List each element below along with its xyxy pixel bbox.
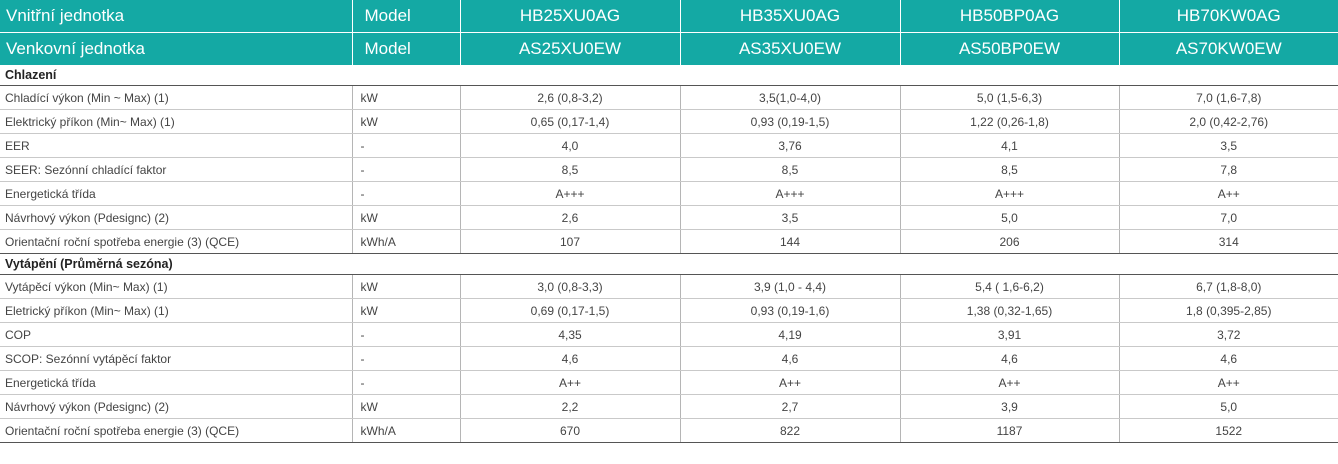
row-value: 4,6 (1119, 347, 1338, 371)
row-value: 1187 (900, 419, 1119, 443)
row-label: Vytápěcí výkon (Min~ Max) (1) (0, 275, 352, 299)
row-value: 670 (460, 419, 680, 443)
row-value: 4,19 (680, 323, 900, 347)
row-label: Elektrický příkon (Min~ Max) (1) (0, 110, 352, 134)
row-value: 822 (680, 419, 900, 443)
row-unit: kWh/A (352, 419, 460, 443)
row-value: 7,0 (1,6-7,8) (1119, 86, 1338, 110)
table-row (0, 323, 1338, 347)
row-value: 7,8 (1119, 158, 1338, 182)
model-label: Model (352, 0, 460, 33)
row-value: 1,38 (0,32-1,65) (900, 299, 1119, 323)
indoor-model-1: HB25XU0AG (460, 0, 680, 33)
row-value: 0,69 (0,17-1,5) (460, 299, 680, 323)
outdoor-unit-header-row (0, 33, 1338, 66)
row-value: 4,6 (460, 347, 680, 371)
table-row (0, 230, 1338, 254)
row-value: 3,9 (1,0 - 4,4) (680, 275, 900, 299)
row-value: 2,6 (0,8-3,2) (460, 86, 680, 110)
heating-section-header (0, 254, 1338, 275)
model-label: Model (352, 33, 460, 66)
row-value: 3,5 (680, 206, 900, 230)
row-value: A+++ (900, 182, 1119, 206)
row-label: Návrhový výkon (Pdesignc) (2) (0, 206, 352, 230)
table-row (0, 206, 1338, 230)
row-value: 4,0 (460, 134, 680, 158)
row-value: 6,7 (1,8-8,0) (1119, 275, 1338, 299)
row-unit: kW (352, 110, 460, 134)
row-value: 1522 (1119, 419, 1338, 443)
row-value: 3,91 (900, 323, 1119, 347)
row-value: 2,7 (680, 395, 900, 419)
row-value: 8,5 (680, 158, 900, 182)
row-value: 3,9 (900, 395, 1119, 419)
heating-section-title: Vytápění (Průměrná sezóna) (0, 254, 1338, 275)
indoor-model-2: HB35XU0AG (680, 0, 900, 33)
table-row (0, 299, 1338, 323)
row-unit: - (352, 347, 460, 371)
row-value: 1,8 (0,395-2,85) (1119, 299, 1338, 323)
row-label: Eletrický příkon (Min~ Max) (1) (0, 299, 352, 323)
row-value: 5,0 (900, 206, 1119, 230)
cooling-section-title: Chlazení (0, 65, 1338, 86)
row-label: Energetická třída (0, 182, 352, 206)
row-unit: kW (352, 86, 460, 110)
row-unit: kW (352, 299, 460, 323)
row-value: 0,65 (0,17-1,4) (460, 110, 680, 134)
row-value: 3,76 (680, 134, 900, 158)
outdoor-model-3: AS50BP0EW (900, 33, 1119, 66)
row-value: 206 (900, 230, 1119, 254)
row-value: A++ (680, 371, 900, 395)
row-value: 3,72 (1119, 323, 1338, 347)
row-value: A+++ (680, 182, 900, 206)
table-row (0, 419, 1338, 443)
row-label: Orientační roční spotřeba energie (3) (QCE) (0, 230, 352, 254)
row-value: A++ (900, 371, 1119, 395)
row-value: A++ (460, 371, 680, 395)
row-value: 144 (680, 230, 900, 254)
indoor-unit-header-row (0, 0, 1338, 33)
row-unit: - (352, 182, 460, 206)
row-value: 5,4 ( 1,6-6,2) (900, 275, 1119, 299)
row-value: 2,0 (0,42-2,76) (1119, 110, 1338, 134)
row-value: 5,0 (1,5-6,3) (900, 86, 1119, 110)
table-row (0, 110, 1338, 134)
row-label: EER (0, 134, 352, 158)
outdoor-model-1: AS25XU0EW (460, 33, 680, 66)
row-unit: kW (352, 275, 460, 299)
row-value: 314 (1119, 230, 1338, 254)
table-row (0, 158, 1338, 182)
row-value: 5,0 (1119, 395, 1338, 419)
row-label: SCOP: Sezónní vytápěcí faktor (0, 347, 352, 371)
indoor-model-4: HB70KW0AG (1119, 0, 1338, 33)
row-value: 3,5 (1119, 134, 1338, 158)
table-row (0, 275, 1338, 299)
row-label: SEER: Sezónní chladící faktor (0, 158, 352, 182)
table-row (0, 347, 1338, 371)
row-value: 8,5 (900, 158, 1119, 182)
row-value: A++ (1119, 371, 1338, 395)
table-row (0, 371, 1338, 395)
outdoor-model-2: AS35XU0EW (680, 33, 900, 66)
row-value: 4,1 (900, 134, 1119, 158)
row-unit: kW (352, 395, 460, 419)
row-unit: kW (352, 206, 460, 230)
outdoor-unit-label: Venkovní jednotka (0, 33, 352, 66)
row-value: 2,6 (460, 206, 680, 230)
outdoor-model-4: AS70KW0EW (1119, 33, 1338, 66)
row-value: 8,5 (460, 158, 680, 182)
row-value: 0,93 (0,19-1,5) (680, 110, 900, 134)
row-value: 2,2 (460, 395, 680, 419)
row-value: 1,22 (0,26-1,8) (900, 110, 1119, 134)
row-label: Orientační roční spotřeba energie (3) (QCE) (0, 419, 352, 443)
row-value: 7,0 (1119, 206, 1338, 230)
table-row (0, 134, 1338, 158)
table-row (0, 86, 1338, 110)
indoor-unit-label: Vnitřní jednotka (0, 0, 352, 33)
row-unit: kWh/A (352, 230, 460, 254)
row-value: A+++ (460, 182, 680, 206)
row-unit: - (352, 134, 460, 158)
row-value: 3,0 (0,8-3,3) (460, 275, 680, 299)
row-unit: - (352, 158, 460, 182)
indoor-model-3: HB50BP0AG (900, 0, 1119, 33)
row-label: Chladící výkon (Min ~ Max) (1) (0, 86, 352, 110)
table-row (0, 182, 1338, 206)
row-value: 4,35 (460, 323, 680, 347)
row-value: 3,5(1,0-4,0) (680, 86, 900, 110)
row-value: 4,6 (680, 347, 900, 371)
cooling-section-header (0, 65, 1338, 86)
row-label: COP (0, 323, 352, 347)
row-unit: - (352, 323, 460, 347)
row-unit: - (352, 371, 460, 395)
row-value: 4,6 (900, 347, 1119, 371)
table-row (0, 395, 1338, 419)
row-label: Energetická třída (0, 371, 352, 395)
row-value: A++ (1119, 182, 1338, 206)
row-value: 107 (460, 230, 680, 254)
row-label: Návrhový výkon (Pdesignc) (2) (0, 395, 352, 419)
row-value: 0,93 (0,19-1,6) (680, 299, 900, 323)
